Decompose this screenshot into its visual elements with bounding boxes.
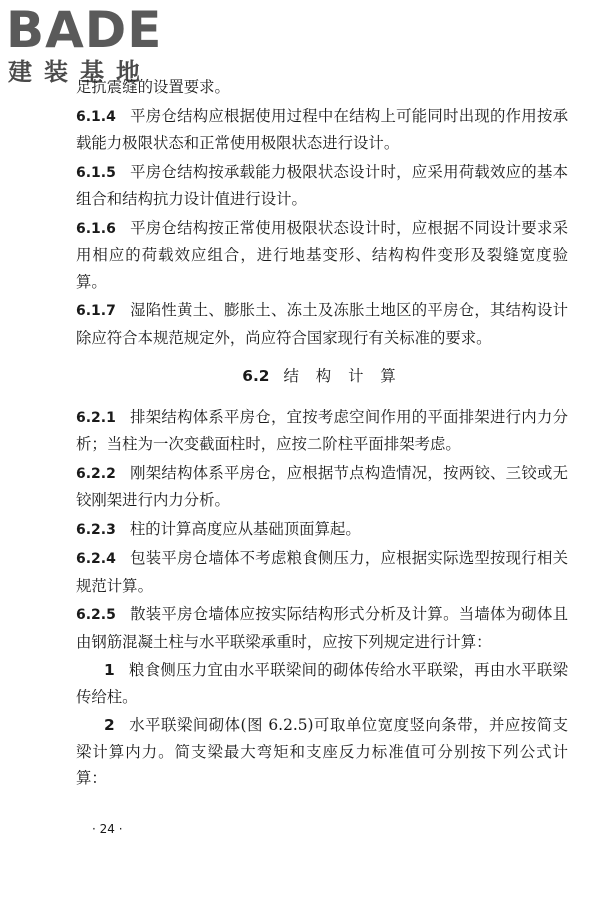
clause-number: 6.1.7: [76, 303, 116, 319]
paragraph-6-1-3-continuation: [76, 74, 568, 101]
list-item-2: [76, 712, 568, 792]
clause-text: 平房仓结构按正常使用极限状态设计时，应根据不同设计要求采用相应的荷载效应组合，进行地基变形、结构构件变形及裂缝宽度验算。: [76, 218, 568, 291]
item-text: 水平联梁间砌体(图 6.2.5)可取单位宽度竖向条带，并应按简支梁计算内力。简支梁最大弯矩和支座反力标准值可分别按下列公式计算：: [76, 716, 568, 787]
clause-text: 平房仓结构按承载能力极限状态设计时，应采用荷载效应的基本组合和结构抗力设计值进行设计。: [76, 162, 568, 208]
clause-text: 平房仓结构应根据使用过程中在结构上可能同时出现的作用按承载能力极限状态和正常使用极限状态进行设计。: [76, 106, 568, 152]
logo-subtitle-text: 建装基地: [8, 58, 152, 86]
clause-number: 6.2.2: [76, 465, 116, 482]
clause-number: 6.2.5: [76, 607, 116, 623]
clause-6-2-2: [76, 460, 568, 514]
clause-text: 排架结构体系平房仓，宜按考虑空间作用的平面排架进行内力分析；当柱为一次变截面柱时，应按二阶柱平面排架考虑。: [76, 407, 568, 453]
section-number: 6.2: [242, 367, 270, 385]
clause-text: 包装平房仓墙体不考虑粮食侧压力，应根据实际选型按现行相关规范计算。: [76, 549, 568, 595]
section-heading: [76, 363, 568, 390]
clause-6-2-1: [76, 404, 568, 458]
clause-text: 刚架结构体系平房仓，应根据节点构造情况，按两铰、三铰或无铰刚架进行内力分析。: [76, 463, 568, 509]
clause-number: 6.1.6: [76, 220, 116, 237]
item-text: 粮食侧压力宜由水平联梁间的砌体传给水平联梁，再由水平联梁传给柱。: [76, 661, 568, 706]
clause-6-1-7: [76, 297, 568, 351]
clause-number: 6.2.4: [76, 551, 116, 567]
clause-number: 6.1.5: [76, 164, 116, 181]
logo-brand-text: BADE: [6, 1, 163, 59]
page-number: · 24 ·: [92, 822, 123, 836]
section-title-text: 结 构 计 算: [283, 367, 402, 385]
document-body: [76, 74, 568, 794]
clause-6-1-5: [76, 159, 568, 213]
clause-6-1-6: [76, 215, 568, 296]
item-number: 1: [104, 661, 115, 679]
clause-6-1-4: [76, 103, 568, 157]
list-item-1: [76, 657, 568, 710]
clause-text: 湿陷性黄土、膨胀土、冻土及冻胀土地区的平房仓，其结构设计除应符合本规范规定外，尚应符合国家现行有关标准的要求。: [76, 301, 568, 347]
clause-6-2-5: [76, 601, 568, 655]
clause-6-2-3: [76, 516, 568, 544]
paragraph-text: 足抗震缝的设置要求。: [76, 78, 230, 96]
clause-number: 6.2.1: [76, 409, 116, 426]
clause-number: 6.2.3: [76, 521, 116, 538]
clause-text: 散装平房仓墙体应按实际结构形式分析及计算。当墙体为砌体且由钢筋混凝土柱与水平联梁承重时，应按下列规定进行计算：: [76, 605, 568, 651]
item-number: 2: [104, 716, 115, 734]
clause-text: 柱的计算高度应从基础顶面算起。: [129, 519, 361, 538]
clause-6-2-4: [76, 545, 568, 599]
clause-number: 6.1.4: [76, 108, 116, 125]
